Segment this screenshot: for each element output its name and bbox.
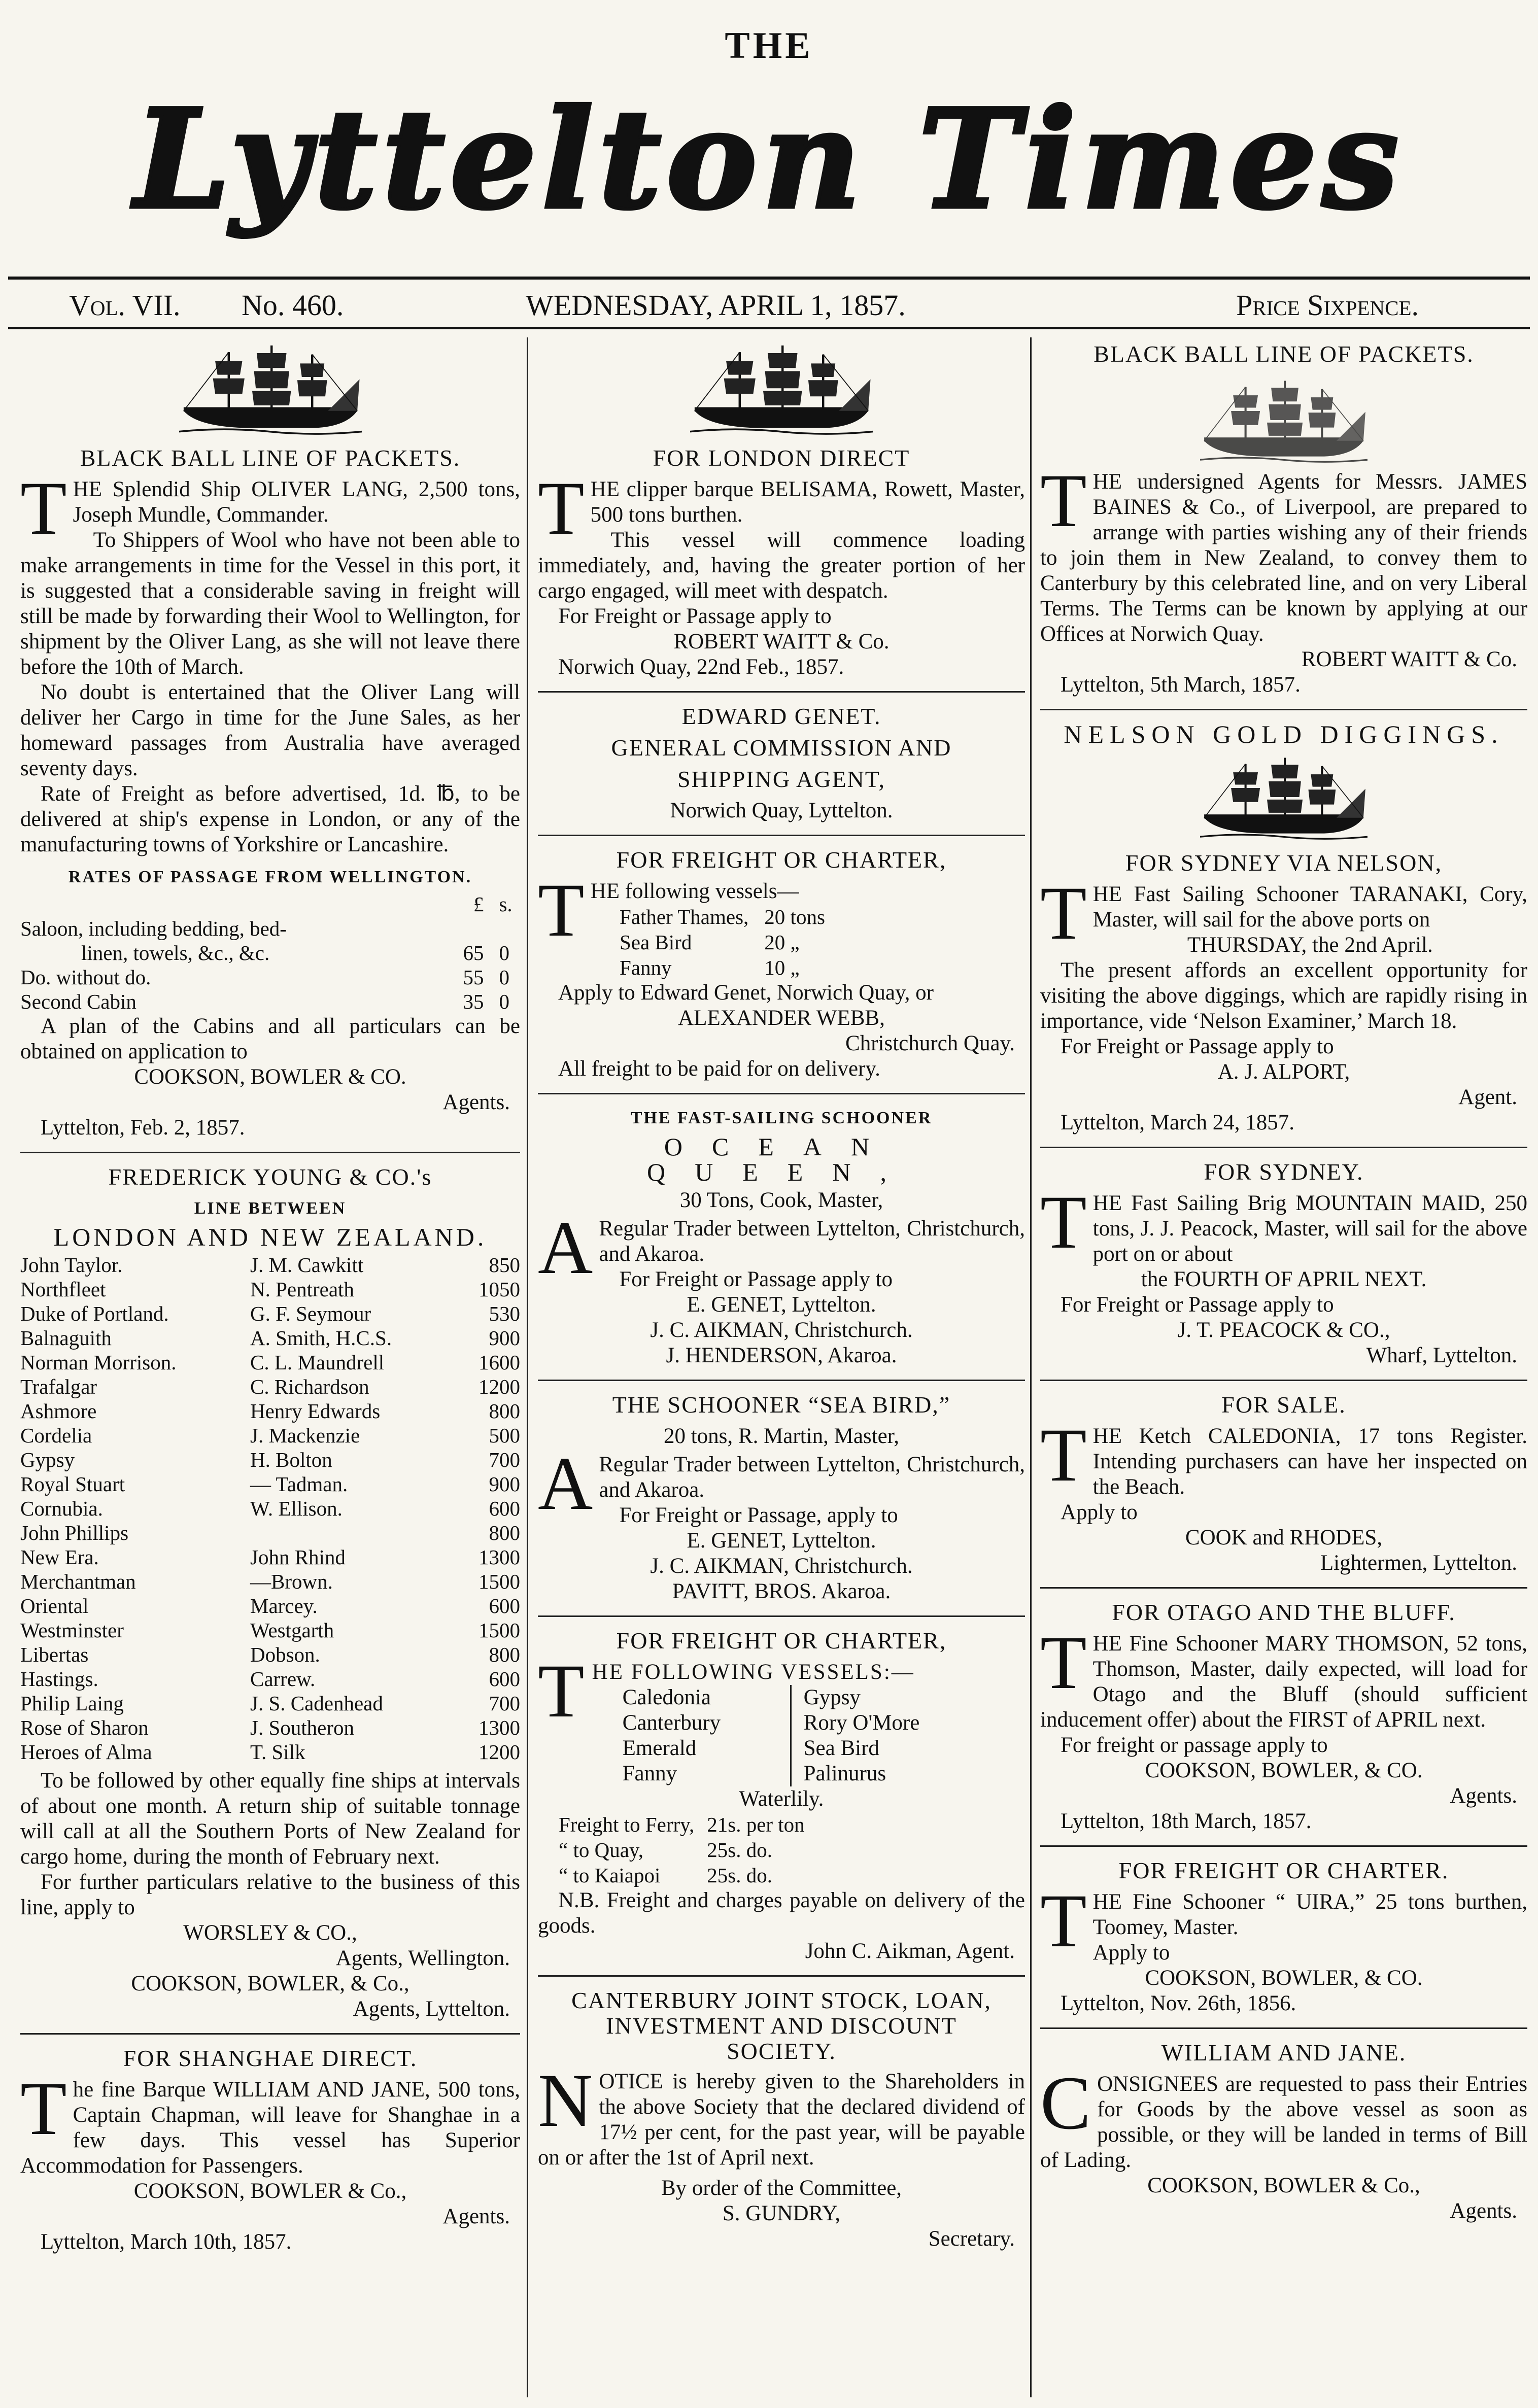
ship-ship: Libertas	[20, 1643, 89, 1666]
ad-subheading: SHIPPING AGENT,	[677, 766, 885, 792]
agent-name: J. HENDERSON, Akaroa.	[666, 1344, 897, 1367]
ship-ship: Ashmore	[20, 1399, 97, 1423]
ad-text: For freight or passage apply to	[1061, 1733, 1328, 1757]
agent-name: COOKSON, BOWLER, & Co.,	[131, 1972, 409, 1996]
ad-heading: FOR FREIGHT OR CHARTER,	[616, 847, 947, 873]
ship-master: —Brown.	[250, 1570, 333, 1593]
table-row	[20, 1691, 520, 1715]
ship-master: Westgarth	[250, 1619, 334, 1642]
table-row	[20, 1399, 520, 1423]
volume-label: Vol. VII.	[69, 289, 181, 322]
agent-name: J. C. AIKMAN, Christchurch.	[650, 1318, 913, 1342]
ad-heading: BLACK BALL LINE OF PACKETS.	[80, 445, 461, 471]
list-item: Caledonia	[622, 1685, 711, 1709]
ship-ship: Cordelia	[20, 1424, 92, 1447]
ad-text: CONSIGNEES are requested to pass their Entries for Goods by the above vessel as soon as possible, or they will be landed in terms of Bill of Lading.	[1040, 2061, 1527, 2172]
ship-ship: Royal Stuart	[20, 1472, 125, 1496]
ad-separator	[538, 1615, 1025, 1617]
table-row	[20, 1642, 520, 1667]
table-row	[20, 1326, 520, 1350]
ship-ship: Westminster	[20, 1619, 124, 1642]
agent-role: Agent.	[1458, 1085, 1517, 1109]
column-rule	[1030, 337, 1032, 2397]
ad-heading: WILLIAM AND JANE.	[1161, 2040, 1407, 2066]
ad-text: For further particulars relative to the business of this line, apply to	[20, 1870, 520, 1919]
table-row	[20, 1667, 520, 1691]
column-rule	[527, 337, 528, 2397]
ad-text: For Freight or Passage apply to	[1061, 1035, 1334, 1058]
ship-master: — Tadman.	[250, 1472, 348, 1496]
ships-table	[20, 1253, 520, 1764]
ad-date: Lyttelton, 5th March, 1857.	[1061, 673, 1301, 697]
ship-master: J. S. Cadenhead	[250, 1692, 383, 1715]
ship-tons: 1050	[479, 1278, 520, 1301]
ad-text: To be followed by other equally fine ships at intervals of about one month. A return ship of suitable tonnage will call at all the Southern Ports of New Zealand for cargo home, during the month of February next.	[20, 1769, 520, 1869]
ship-master: N. Pentreath	[250, 1278, 354, 1301]
ship-ship: Hastings.	[20, 1667, 98, 1691]
ship-tons: 900	[489, 1472, 520, 1496]
ship-ship: Duke of Portland.	[20, 1302, 169, 1325]
agent-name: ALEXANDER WEBB,	[678, 1006, 885, 1030]
agent-role: Lightermen, Lyttelton.	[1320, 1551, 1517, 1575]
agent-name: S. GUNDRY,	[722, 2201, 841, 2225]
ship-tons: 800	[489, 1643, 520, 1666]
list-item: Gypsy	[803, 1685, 861, 1709]
table-row	[20, 1594, 520, 1618]
agent-name: John C. Aikman, Agent.	[805, 1939, 1015, 1963]
ship-master: W. Ellison.	[250, 1497, 343, 1520]
agent-role: Agents.	[1450, 1784, 1517, 1808]
ad-text: All freight to be paid for on delivery.	[558, 1057, 880, 1081]
list-item: Fanny	[622, 1762, 677, 1785]
rate-row: “ to Quay, 25s. do.	[559, 1838, 772, 1862]
ship-icon	[1200, 750, 1368, 846]
ad-text: THE Fast Sailing Schooner TARANAKI, Cory, Master, will sail for the above ports on	[1040, 871, 1527, 955]
ad-heading: FREDERICK YOUNG & CO.'s	[108, 1164, 432, 1190]
ad-heading: FOR FREIGHT OR CHARTER,	[616, 1628, 947, 1654]
ad-text: For Freight or Passage apply to	[558, 604, 832, 628]
rates-heading: RATES OF PASSAGE FROM WELLINGTON.	[68, 868, 472, 886]
table-row	[20, 1715, 520, 1740]
table-row	[20, 1448, 520, 1472]
ad-heading: FOR SYDNEY.	[1204, 1159, 1364, 1185]
table-row	[20, 1521, 520, 1545]
ship-master	[250, 1521, 459, 1545]
rate-row: linen, towels, &c., &c. 65 0	[81, 941, 509, 965]
table-row	[20, 1472, 520, 1496]
agent-name: WORSLEY & CO.,	[183, 1921, 357, 1945]
column-2	[538, 337, 1025, 2397]
list-item: Rory O'More	[803, 1711, 920, 1735]
rates-table: £ s. Saloon, including bedding, bed- linen, towels, &c., &c. 65 0 Do. without do. 55 0 Second Cabin 35 0	[20, 892, 520, 1014]
ship-ship: Gypsy	[20, 1448, 75, 1471]
ship-ship: Philip Laing	[20, 1692, 124, 1715]
agent-name: COOKSON, BOWLER & Co.,	[133, 2179, 407, 2203]
agent-name: J. C. AIKMAN, Christchurch.	[650, 1554, 913, 1578]
ad-text: No doubt is entertained that the Oliver Lang will deliver her Cargo in time for the June Sales, as her homeward passages from Australia have averaged seventy days.	[20, 680, 520, 780]
ad-heading: BLACK BALL LINE OF PACKETS.	[1093, 341, 1474, 367]
ad-heading: NELSON GOLD DIGGINGS.	[1064, 720, 1504, 748]
ad-route: LONDON AND NEW ZEALAND.	[53, 1223, 487, 1251]
agent-name: E. GENET, Lyttelton.	[687, 1529, 876, 1553]
ad-address: Norwich Quay, Lyttelton.	[670, 799, 893, 822]
agent-role: Wharf, Lyttelton.	[1366, 1344, 1517, 1367]
agent-name: PAVITT, BROS. Akaroa.	[672, 1579, 891, 1603]
ad-separator	[1040, 1587, 1527, 1589]
ad-text: For Freight or Passage, apply to	[619, 1503, 898, 1527]
ad-text: THE Splendid Ship OLIVER LANG, 2,500 tons, Joseph Mundle, Commander.	[20, 466, 520, 551]
ad-text: Apply to Edward Genet, Norwich Quay, or	[558, 981, 934, 1005]
ship-tons: 1300	[479, 1545, 520, 1569]
ship-tons: 600	[489, 1667, 520, 1691]
ship-master: A. Smith, H.C.S.	[250, 1326, 392, 1350]
ad-text: This vessel will commence loading immediately, and, having the greater portion of her cargo engaged, will meet with despatch.	[538, 528, 1025, 603]
notice-signoff: By order of the Committee,	[661, 2176, 902, 2200]
ad-heading: CANTERBURY JOINT STOCK, LOAN,	[571, 1987, 992, 2013]
ship-tons: 900	[489, 1326, 520, 1350]
ship-master: H. Bolton	[250, 1448, 332, 1471]
list-item: Emerald	[622, 1736, 697, 1760]
ad-heading: FOR SALE.	[1221, 1392, 1346, 1418]
ad-text: THE Fast Sailing Brig MOUNTAIN MAID, 250 tons, J. J. Peacock, Master, will sail for the above port on or about	[1040, 1180, 1527, 1266]
ad-text: Apply to	[1061, 1500, 1138, 1524]
dateline	[8, 288, 1530, 325]
ad-emphasis: the FOURTH OF APRIL NEXT.	[1141, 1267, 1427, 1291]
ad-separator	[538, 1380, 1025, 1381]
ad-heading: FOR FREIGHT OR CHARTER.	[1118, 1857, 1449, 1883]
vessel-list-left	[623, 1685, 790, 1786]
rate-row: Saloon, including bedding, bed-	[20, 917, 287, 940]
ship-master: T. Silk	[250, 1740, 305, 1764]
masthead-rule-bottom	[8, 327, 1530, 329]
rate-row: Second Cabin 35 0	[20, 990, 509, 1013]
ad-text: Rate of Freight as before advertised, 1d. ℔, to be delivered at ship's expense in London, or any of the manufacturing towns of Yorkshire or Lancashire.	[20, 782, 520, 856]
ship-tons: 700	[489, 1448, 520, 1471]
ad-text: N.B. Freight and charges payable on delivery of the goods.	[538, 1888, 1025, 1938]
ad-date: Lyttelton, Nov. 26th, 1856.	[1061, 1991, 1296, 2015]
table-row	[20, 1253, 520, 1277]
ad-text: The present affords an excellent opportunity for visiting the above diggings, which are rapidly rising in importance, vide ‘Nelson Examiner,’ March 18.	[1040, 958, 1527, 1033]
ship-ship: Oriental	[20, 1594, 89, 1618]
ship-master: Dobson.	[250, 1643, 320, 1666]
ship-tons: 530	[489, 1302, 520, 1325]
ad-subheading: 30 Tons, Cook, Master,	[679, 1188, 883, 1212]
ship-tons: 1300	[479, 1716, 520, 1739]
ad-heading: FOR OTAGO AND THE BLUFF.	[1112, 1599, 1456, 1625]
rate-row: “ to Kaiapoi 25s. do.	[559, 1864, 772, 1887]
ship-icon	[690, 337, 873, 441]
ship-ship: Rose of Sharon	[20, 1716, 149, 1739]
list-item: Fanny 10 „	[620, 956, 800, 979]
ad-text: The fine Barque WILLIAM AND JANE, 500 tons, Captain Chapman, will leave for Shanghae in a few days. This vessel has Superior Accommodation for Passengers.	[20, 2067, 520, 2178]
ad-text: THE clipper barque BELISAMA, Rowett, Master, 500 tons burthen.	[538, 466, 1025, 551]
ad-separator	[1040, 1845, 1527, 1847]
ship-tons: 1600	[479, 1351, 520, 1374]
table-row	[20, 1374, 520, 1399]
vessel-list-right	[790, 1685, 971, 1786]
ship-tons: 800	[489, 1521, 520, 1544]
ad-text: To Shippers of Wool who have not been able to make arrangements in time for the Vessel in this port, it is suggested that a considerable saving in freight will still be made by forwarding their Wool to Wellington, for shipment by the Oliver Lang, as she will not leave there before the 10th of March.	[20, 528, 520, 679]
ad-separator	[538, 1093, 1025, 1094]
ship-master: Carrew.	[250, 1667, 316, 1691]
ship-tons: 1200	[479, 1375, 520, 1398]
list-item: Sea Bird	[803, 1736, 879, 1760]
agent-role: Agents, Lyttelton.	[353, 1997, 510, 2021]
ad-separator	[20, 2033, 520, 2035]
agent-name: COOKSON, BOWLER, & CO.	[1145, 1759, 1423, 1782]
table-row	[20, 1496, 520, 1521]
agent-name: COOKSON, BOWLER & Co.,	[1147, 2174, 1420, 2197]
ad-text: ARegular Trader between Lyttelton, Christchurch, and Akaroa.	[538, 1206, 1025, 1290]
list-item: Palinurus	[803, 1762, 886, 1785]
ad-heading: FOR LONDON DIRECT	[653, 445, 910, 471]
ad-text: For Freight or Passage apply to	[619, 1267, 893, 1291]
list-item: Sea Bird 20 „	[620, 931, 800, 954]
ship-master: J. Mackenzie	[250, 1424, 360, 1447]
agent-name: ROBERT WAITT & Co.	[1301, 647, 1517, 671]
column-3	[1040, 337, 1527, 2397]
masthead-title: Lyttelton Times	[134, 80, 1404, 239]
ship-tons: 850	[489, 1253, 520, 1277]
ad-separator	[538, 835, 1025, 836]
issue-date: WEDNESDAY, APRIL 1, 1857.	[526, 289, 906, 322]
ship-tons: 600	[489, 1497, 520, 1520]
masthead-the: THE	[725, 25, 813, 66]
ship-ship: Trafalgar	[20, 1375, 97, 1398]
list-item: Canterbury	[622, 1711, 721, 1735]
masthead-rule-top	[8, 277, 1530, 280]
ad-subheading: GENERAL COMMISSION AND	[611, 735, 952, 761]
rate-row: Do. without do. 55 0	[20, 966, 509, 989]
agent-role: Agents.	[442, 1090, 510, 1114]
agent-name: COOK and RHODES,	[1185, 1526, 1383, 1550]
ship-master: J. Southeron	[250, 1716, 354, 1739]
agent-name: COOKSON, BOWLER, & CO.	[1145, 1966, 1423, 1990]
agent-name: E. GENET, Lyttelton.	[687, 1293, 876, 1317]
ship-ship: Balnaguith	[20, 1326, 112, 1350]
list-item: Father Thames, 20 tons	[620, 905, 825, 928]
ship-ship: Norman Morrison.	[20, 1351, 177, 1374]
ad-emphasis: THURSDAY, the 2nd April.	[1187, 933, 1433, 957]
agent-role: Agents.	[442, 2205, 510, 2228]
vessel-list	[592, 1685, 1025, 1786]
ad-text: THE Fine Schooner MARY THOMSON, 52 tons, Thomson, Master, daily expected, will load for Otago and the Bluff (should sufficient inducement offer) about the FIRST of APRIL next.	[1040, 1621, 1527, 1732]
price-label: Price Sixpence.	[1236, 289, 1419, 322]
ad-text: ARegular Trader between Lyttelton, Christchurch, and Akaroa.	[538, 1441, 1025, 1526]
table-row	[20, 1545, 520, 1569]
ship-tons: 1500	[479, 1570, 520, 1593]
agent-role: Christchurch Quay.	[845, 1031, 1015, 1055]
ad-separator	[1040, 709, 1527, 710]
agent-name: A. J. ALPORT,	[1217, 1060, 1350, 1084]
ad-heading: THE SCHOONER “SEA BIRD,”	[612, 1392, 951, 1418]
ad-separator	[538, 1975, 1025, 1977]
ship-ship: Merchantman	[20, 1570, 136, 1593]
ad-subheading: LINE BETWEEN	[194, 1199, 347, 1218]
ad-heading: FOR SHANGHAE DIRECT.	[123, 2045, 418, 2071]
list-item: Waterlily.	[739, 1787, 824, 1811]
ad-separator	[20, 1152, 520, 1153]
ad-separator	[1040, 1147, 1527, 1148]
column-1	[20, 337, 520, 2397]
ad-date: Lyttelton, March 10th, 1857.	[41, 2230, 292, 2254]
ship-tons: 1200	[479, 1740, 520, 1764]
ship-master: C. Richardson	[250, 1375, 369, 1398]
ship-ship: Cornubia.	[20, 1497, 103, 1520]
ship-tons: 700	[489, 1692, 520, 1715]
ad-text: NOTICE is hereby given to the Shareholders in the above Society that the declared dividend of 17½ per cent, for the past year, will be payable on or after the 1st of April next.	[538, 2058, 1025, 2170]
ad-text: A plan of the Cabins and all particulars can be obtained on application to	[20, 1014, 520, 1063]
ship-master: J. M. Cawkitt	[250, 1253, 364, 1277]
ad-text: THE following vessels—	[538, 868, 799, 952]
ad-separator	[1040, 1380, 1527, 1381]
ship-master: G. F. Seymour	[250, 1302, 371, 1325]
agent-name: ROBERT WAITT & Co.	[673, 630, 890, 653]
ad-heading: INVESTMENT AND DISCOUNT	[606, 2013, 957, 2039]
table-row	[20, 1569, 520, 1594]
table-row	[20, 1618, 520, 1642]
ship-master: John Rhind	[250, 1545, 346, 1569]
table-row	[20, 1277, 520, 1301]
table-row	[20, 1740, 520, 1764]
ad-date: Lyttelton, Feb. 2, 1857.	[41, 1116, 245, 1140]
ship-master: Marcey.	[250, 1594, 318, 1618]
ad-heading: EDWARD GENET.	[681, 703, 881, 729]
freight-rates	[558, 1812, 805, 1888]
ad-text: THE FOLLOWING VESSELS:—	[538, 1649, 915, 1733]
ship-tons: 500	[489, 1424, 520, 1447]
ship-ship: Heroes of Alma	[20, 1740, 152, 1764]
ship-master: C. L. Maundrell	[250, 1351, 385, 1374]
ad-text: THE Fine Schooner “ UIRA,” 25 tons burthen, Toomey, Master.	[1040, 1879, 1527, 1963]
ad-date: Lyttelton, 18th March, 1857.	[1061, 1809, 1312, 1833]
ad-text: For Freight or Passage apply to	[1061, 1293, 1334, 1317]
agent-name: J. T. PEACOCK & CO.,	[1177, 1318, 1390, 1342]
ship-master: Henry Edwards	[250, 1399, 381, 1423]
ad-date: Lyttelton, March 24, 1857.	[1061, 1111, 1294, 1134]
table-row	[20, 1423, 520, 1448]
agent-role: Agents, Wellington.	[335, 1946, 510, 1970]
agent-role: Secretary.	[928, 2227, 1015, 2251]
table-row	[20, 1301, 520, 1326]
ad-date: Norwich Quay, 22nd Feb., 1857.	[558, 655, 844, 679]
ship-icon	[179, 337, 362, 441]
ad-text: THE undersigned Agents for Messrs. JAMES BAINES & Co., of Liverpool, are prepared to arrange with parties wishing any of their friends to join them in New Zealand, to convey them to Canterbury by this celebrated line, and on very Liberal Terms. The Terms can be known by applying at our Offices at Norwich Quay.	[1040, 459, 1527, 646]
ad-heading: FOR SYDNEY VIA NELSON,	[1125, 850, 1443, 876]
ship-ship: New Era.	[20, 1545, 99, 1569]
ad-subheading: 20 tons, R. Martin, Master,	[663, 1424, 900, 1448]
ad-kicker: THE FAST-SAILING SCHOONER	[630, 1109, 933, 1127]
ad-heading: OCEAN QUEEN,	[647, 1132, 916, 1186]
vessel-list	[619, 904, 840, 980]
ship-tons: 800	[489, 1399, 520, 1423]
ad-separator	[1040, 2027, 1527, 2029]
ship-ship: John Phillips	[20, 1521, 129, 1544]
issue-number: No. 460.	[242, 289, 344, 322]
ad-heading: SOCIETY.	[727, 2038, 836, 2064]
ship-icon	[1200, 373, 1368, 469]
ad-text: Apply to	[1092, 1941, 1170, 1965]
ad-text: THE Ketch CALEDONIA, 17 tons Register. Intending purchasers can have her inspected on the Beach.	[1040, 1413, 1527, 1499]
table-row	[20, 1350, 520, 1374]
ship-ship: Northfleet	[20, 1278, 106, 1301]
ad-separator	[538, 691, 1025, 693]
agent-name: COOKSON, BOWLER & CO.	[134, 1065, 406, 1089]
ship-tons: 1500	[479, 1619, 520, 1642]
rate-row: Freight to Ferry, 21s. per ton	[559, 1813, 805, 1836]
ship-tons: 600	[489, 1594, 520, 1618]
agent-role: Agents.	[1450, 2199, 1517, 2223]
ship-ship: John Taylor.	[20, 1253, 123, 1277]
